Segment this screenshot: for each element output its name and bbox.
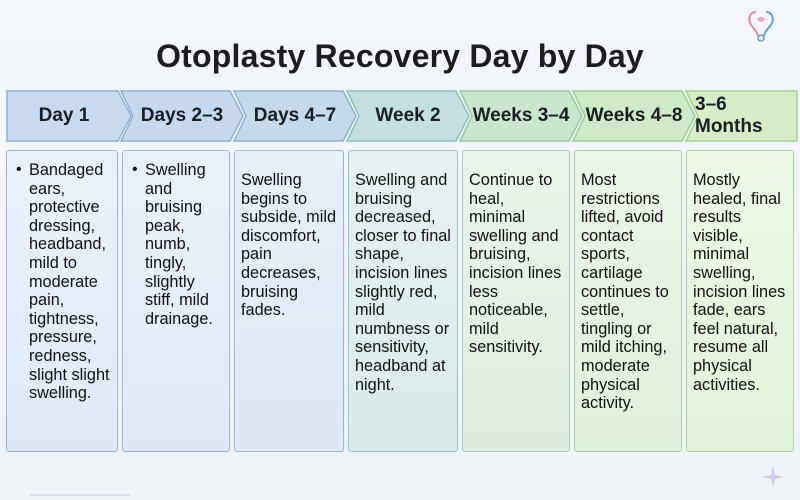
stage-panel-3-6-months: Mostly healed, final results visible, minimal swelling, incision lines fade, ears feel natural, resume all physical activities.: [686, 150, 794, 452]
stage-chevron-3-6-months: [685, 90, 798, 142]
stage-label: Week 2: [375, 105, 441, 126]
stage-panel-weeks-3-4: Continue to heal, minimal swelling and bruising, incision lines less noticeable, mild sensitivity.: [462, 150, 570, 452]
stage-panel-weeks-4-8: Most restrictions lifted, avoid contact sports, cartilage continues to settle, tingling or mild itching, moderate physical activity.: [574, 150, 682, 452]
timeline-header: [6, 90, 798, 142]
stage-panel-days-4-7: Swelling begins to subside, mild discomfort, pain decreases, bruising fades.: [234, 150, 344, 452]
stage-chevron-weeks-4-8: [572, 90, 696, 142]
stage-panel-day-1: • Bandaged ears, protective dressing, headband, mild to moderate pain, tightness, pressure, redness, slight slight swelling.: [6, 150, 118, 452]
stage-chevron-week-2: [346, 90, 470, 142]
stage-panel-week-2: Swelling and bruising decreased, closer to final shape, incision lines slightly red, mild numbness or sensitivity, headband at night.: [348, 150, 458, 452]
stage-label: 3–6 Months: [695, 94, 763, 137]
stage-label: Weeks 3–4: [472, 105, 570, 126]
stage-label: Days 2–3: [140, 105, 224, 126]
stage-chevron-days-2-3: [120, 90, 244, 142]
page-title: Otoplasty Recovery Day by Day: [156, 38, 644, 74]
stage-label: Weeks 4–8: [585, 105, 683, 126]
stage-label: Day 1: [38, 105, 90, 126]
stage-panel-days-2-3: • Swelling and bruising peak, numb, tingly, slightly stiff, mild drainage.: [122, 150, 230, 452]
sparkle-icon: [760, 464, 786, 490]
divider: [30, 494, 130, 496]
stage-chevron-days-4-7: [233, 90, 357, 142]
stage-chevron-day-1: [6, 90, 132, 142]
stage-chevron-weeks-3-4: [459, 90, 583, 142]
stage-label: Days 4–7: [253, 105, 337, 126]
